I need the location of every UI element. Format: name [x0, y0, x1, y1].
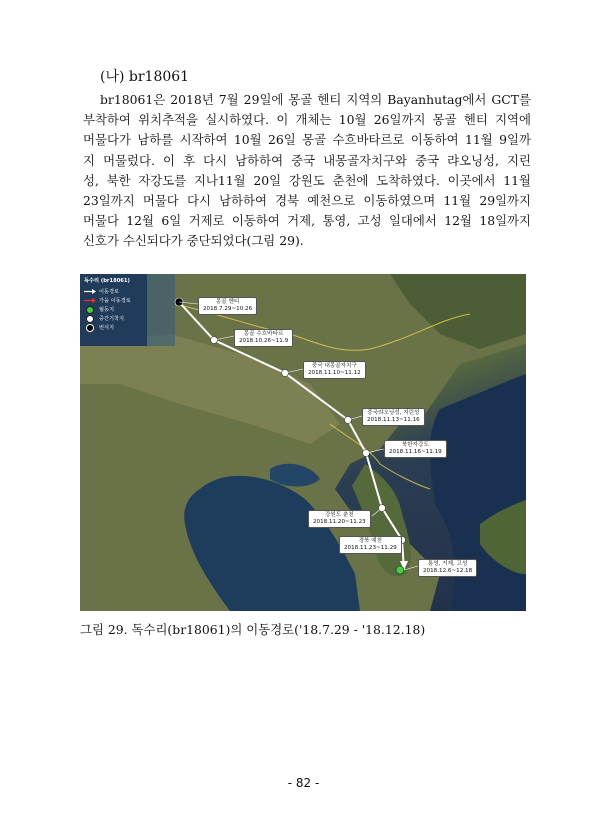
- red-arrow-icon: [84, 298, 96, 303]
- figure-caption: 그림 29. 독수리(br18061)의 이동경로('18.7.29 - '18.12.18): [80, 622, 426, 637]
- paragraph-line: 지 머물렀다. 이 후 다시 남하하여 중국 내몽골자치구와 중국 랴오닝성, 지린: [83, 152, 531, 168]
- paragraph-line: 머물다가 남하를 시작하여 10월 26일 몽골 수흐바타르로 이동하여 11월 9일까: [83, 132, 531, 148]
- paragraph-line: 신호가 수신되다가 중단되었다(그림 29).: [83, 233, 304, 249]
- stop-label: 몽골 수흐바타르 2018.10.26~11.9: [234, 329, 293, 347]
- migration-map: [80, 274, 526, 611]
- legend-item: 이동경로: [84, 287, 147, 296]
- paragraph-line: 머물다 12월 6일 거제로 이동하여 거제, 통영, 고성 일대에서 12월 18일까지: [83, 213, 531, 229]
- black-dot-icon: [86, 324, 94, 332]
- white-arrow-icon: [84, 289, 96, 294]
- legend-item: 가을 이동경로: [84, 296, 147, 305]
- body-paragraph: [83, 90, 531, 252]
- wintering-site-marker: [396, 566, 404, 574]
- stop-label: 강원도 춘천 2018.11.20~11.23: [308, 510, 371, 528]
- legend-item: 중간기착지: [84, 314, 147, 323]
- map-legend: [80, 274, 147, 346]
- stop-label: 경북 예천 2018.11.23~11.29: [339, 536, 402, 554]
- section-heading: (나) br18061: [100, 69, 190, 85]
- stop-label: 북한자강도 2018.11.16~11.19: [384, 440, 447, 458]
- legend-title: 독수리 (br18061): [84, 278, 130, 284]
- paragraph-line: 23일까지 머물다 다시 남하하여 경북 예천으로 이동하였으며 11월 29일까지: [83, 193, 531, 209]
- legend-item: 번식지: [84, 323, 147, 332]
- stop-label: 몽골 헨티 2018.7.29~10.26: [198, 297, 257, 315]
- paragraph-line: 부착하여 위치추적을 실시하였다. 이 개체는 10월 26일까지 몽골 헨티 지역에: [83, 112, 531, 128]
- legend-item: 월동지: [84, 305, 147, 314]
- stop-label: 통영, 거제, 고성 2018.12.6~12.18: [418, 559, 477, 577]
- white-dot-icon: [86, 315, 94, 323]
- page-number: - 82 -: [287, 776, 320, 790]
- paragraph-line: br18061은 2018년 7월 29일에 몽골 헨티 지역의 Bayanhutag에서 GCT를: [100, 92, 531, 107]
- stop-label: 중국 내몽골자치구 2018.11.10~11.12: [303, 361, 366, 379]
- green-dot-icon: [86, 306, 94, 314]
- paragraph-line: 성, 북한 자강도를 지나11월 20일 강원도 춘천에 도착하였다. 이곳에서 11월: [83, 172, 531, 188]
- stop-label: 중국랴오닝성, 지린성 2018.11.13~11.16: [362, 408, 425, 426]
